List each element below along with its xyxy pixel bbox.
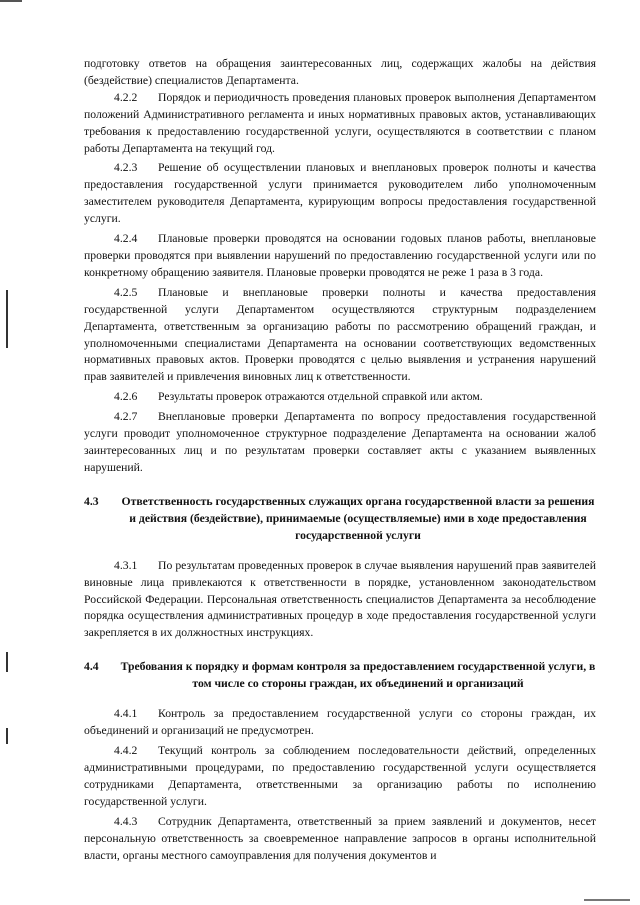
scan-artifact bbox=[0, 0, 22, 2]
scan-artifact bbox=[6, 652, 8, 672]
paragraph: 4.2.2 Порядок и периодичность проведения плановых проверок выполнения Департаментом положений Административного регламента и иных нормативных правовых актов, устанавливающих требования к предоставлению государственной услуги, осуществляются в соответствии с планом работы Департамента на текущий год. bbox=[84, 90, 596, 155]
paragraph: 4.2.3 Решение об осуществлении плановых и внеплановых проверок полноты и качества предоставления государственной услуги принимается руководителем либо уполномоченным заместителем руководителя Департамента, курирующим вопросы предоставления государственной услуги. bbox=[84, 161, 596, 226]
paragraph: подготовку ответов на обращения заинтересованных лиц, содержащих жалобы на действия (бездействие) специалистов Департамента. bbox=[84, 57, 596, 87]
scan-artifact bbox=[6, 728, 8, 744]
paragraph: 4.2.7 Внеплановые проверки Департамента по вопросу предоставления государственной услуги проводит уполномоченное структурное подразделение Департамента на основании жалоб заинтересованных лиц и по результатам проверки составляет акты с указанием выявленных нарушений. bbox=[84, 410, 596, 474]
section-42-continuation bbox=[84, 56, 596, 477]
paragraph: 4.4.3 Сотрудник Департамента, ответственный за прием заявлений и документов, несет персональную ответственность за своевременное направление запросов в органы исполнительной власти, органы местного самоуправления для получения документов и bbox=[84, 814, 596, 862]
section-heading-4-4: 4.4 Требования к порядку и формам контроля за предоставлением государственной услуги, в том числе со стороны граждан, их объединений и организаций bbox=[84, 660, 596, 691]
scan-artifact bbox=[6, 290, 8, 348]
paragraph: 4.4.2 Текущий контроль за соблюдением последовательности действий, определенных административными процедурами, по предоставлению государственной услуги осуществляется сотрудниками Департамента, ответственными за организацию работы по исполнению государственной услуги. bbox=[84, 744, 596, 808]
paragraph: 4.2.5 Плановые и внеплановые проверки полноты и качества предоставления государственной услуги Департаментом осуществляются структурным подразделением Департамента, ответственным за организацию работы по рассмотрению обращений граждан, и уполномоченными специалистами Департамента на основании соответствующих ведомственных нормативных правовых актов. Проверки проводятся с целью выявления и устранения нарушений прав заявителей и привлечения виновных лиц к ответственности. bbox=[84, 285, 596, 384]
paragraph: 4.3.1 По результатам проведенных проверок в случае выявления нарушений прав заявителей виновные лица привлекаются к ответственности в порядке, установленном законодательством Российской Федерации. Персональная ответственность специалистов Департамента за несоблюдение порядка осуществления административных процедур в ходе предоставления государственной услуги закрепляется в их должностных инструкциях. bbox=[84, 558, 596, 640]
scan-artifact bbox=[584, 899, 630, 901]
paragraph: 4.4.1 Контроль за предоставлением государственной услуги со стороны граждан, их объединений и организаций не предусмотрен. bbox=[84, 707, 596, 738]
paragraph: 4.2.4 Плановые проверки проводятся на основании годовых планов работы, внеплановые проверки проводятся при выявлении нарушений по предоставлению государственной услуги или по конкретному обращению заявителя. Плановые проверки проводятся не реже 1 раза в 3 года. bbox=[84, 232, 596, 279]
section-heading-4-3: 4.3 Ответственность государственных служащих органа государственной власти за решения и действия (бездействие), принимаемые (осуществляемые) ими в ходе предоставления государственной услуги bbox=[84, 494, 595, 542]
paragraph: 4.2.6 Результаты проверок отражаются отдельной справкой или актом. bbox=[114, 390, 483, 404]
